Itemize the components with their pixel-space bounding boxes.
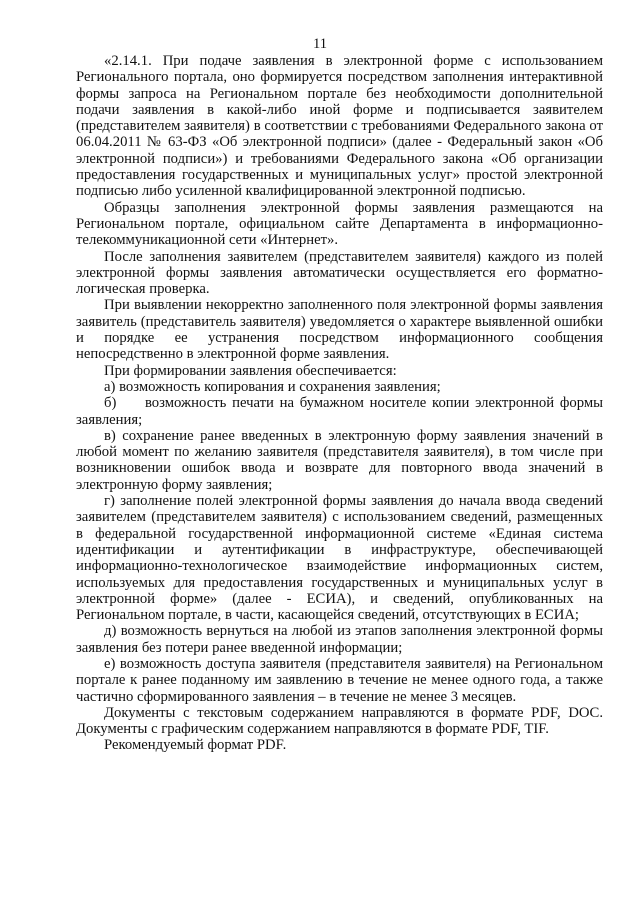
list-item-a: а) возможность копирования и сохранения заявления; <box>104 378 441 395</box>
document-body <box>76 53 603 754</box>
paragraph-recommended-format: Рекомендуемый формат PDF. <box>104 737 287 754</box>
list-item-g: г) заполнение полей электронной формы заявления до начала ввода сведений заявителем (представителем заявителя) с использованием сведений, размещенных в федеральной государственной информационной системе «Единая система идентификации и аутентификации в инфраструктуре, обеспечивающей информационно-технологическое взаимодействие информационных систем, используемых для предоставления государственных и муниципальных услуг в электронной форме» (далее - ЕСИА), и сведений, опубликованных на Региональном портале, в части, касающейся сведений, отсутствующих в ЕСИА; <box>76 493 603 624</box>
list-item-e: е) возможность доступа заявителя (представителя заявителя) на Региональном портале к ранее поданному им заявлению в течение не менее одного года, а также частично сформированного заявления – в течение не менее 3 месяцев. <box>76 655 603 705</box>
paragraph-2-14-1: «2.14.1. При подаче заявления в электронной форме с использованием Регионального портала, оно формируется посредством заполнения интерактивной формы запроса на Региональном портале без необходимости дополнительной подачи заявления в какой-либо иной форме и подписывается заявителем (представителем заявителя) в соответствии с требованиями Федерального закона от 06.04.2011 № 63-ФЗ «Об электронной подписи» (далее - Федеральный закон «Об электронной подписи») и требованиями Федерального закона «Об организации предоставления государственных и муниципальных услуг» простой электронной подписью либо усиленной квалифицированной электронной подписью. <box>76 53 603 200</box>
paragraph-format-check: После заполнения заявителем (представителем заявителя) каждого из полей электронной формы заявления автоматически осуществляется его форматно-логическая проверка. <box>76 248 603 298</box>
list-item-d: д) возможность вернуться на любой из этапов заполнения электронной формы заявления без потери ранее введенной информации; <box>76 623 603 656</box>
list-item-b: б) возможность печати на бумажном носителе копии электронной формы заявления; <box>76 395 603 428</box>
list-item-v: в) сохранение ранее введенных в электронную форму заявления значений в любой момент по желанию заявителя (представителя заявителя), в том числе при возникновении ошибок ввода и возврате для повторного ввода значений в электронную форму заявления; <box>76 427 603 493</box>
paragraph-error-notice: При выявлении некорректно заполненного поля электронной формы заявления заявитель (представитель заявителя) уведомляется о характере выявленной ошибки и порядке ее устранения посредством информационного сообщения непосредственно в электронной форме заявления. <box>76 297 603 363</box>
paragraph-provisions-intro: При формировании заявления обеспечивается: <box>104 362 397 379</box>
paragraph-form-samples: Образцы заполнения электронной формы заявления размещаются на Региональном портале, официальном сайте Департамента в информационно-телекоммуникационной сети «Интернет». <box>76 199 603 249</box>
page-number: 11 <box>312 36 328 52</box>
paragraph-document-formats: Документы с текстовым содержанием направляются в формате PDF, DOC. Документы с графическим содержанием направляются в формате PDF, TIF. <box>76 704 603 738</box>
